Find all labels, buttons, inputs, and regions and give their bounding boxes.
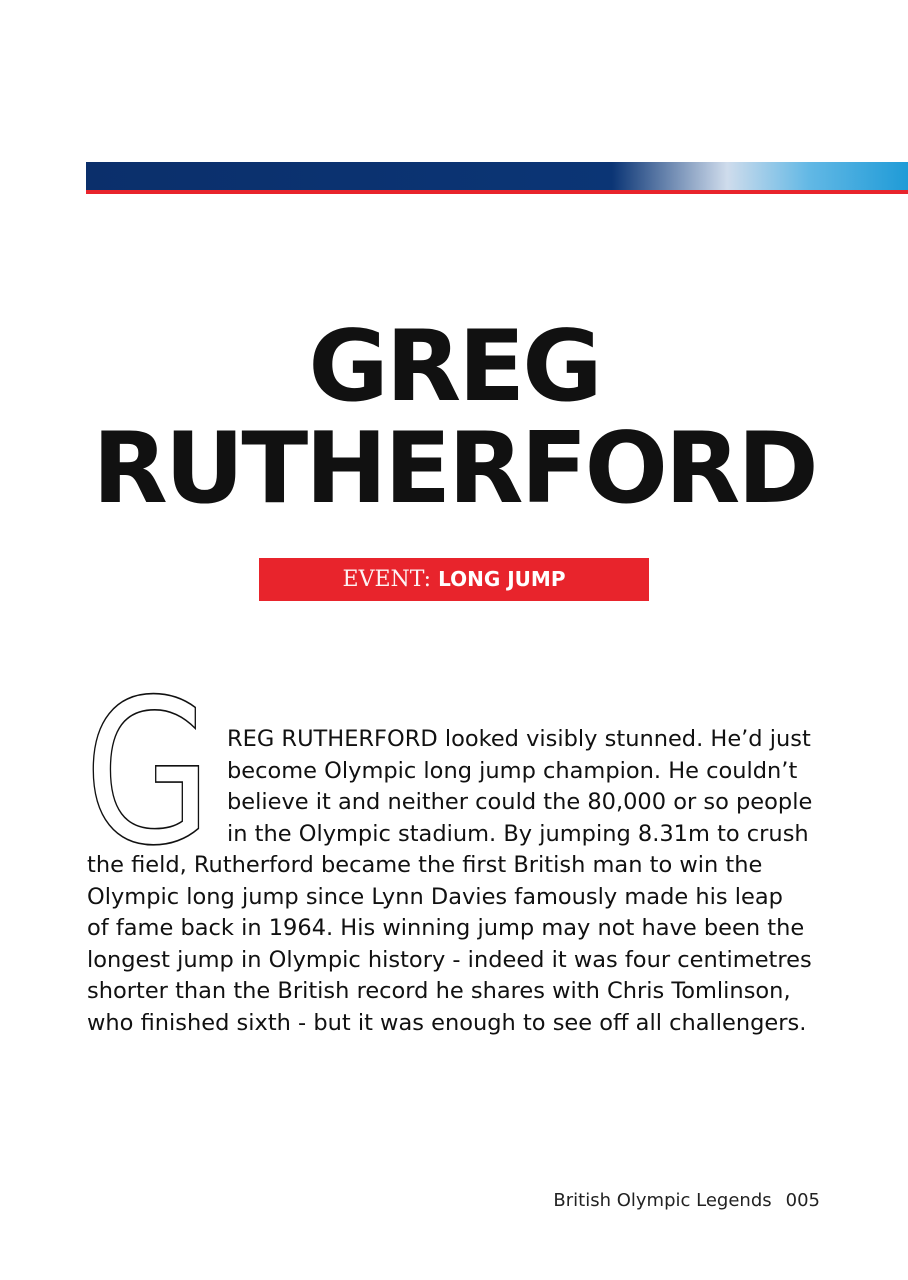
- athlete-first-name: GREG: [308, 310, 600, 424]
- article-line: longest jump in Olympic history - indeed it was four centimetres: [87, 946, 812, 973]
- event-badge: [259, 558, 649, 601]
- event-label: EVENT:: [342, 567, 432, 592]
- article-line: the field, Rutherford became the first British man to win the: [87, 852, 763, 878]
- article-line: shorter than the British record he shares with Chris Tomlinson,: [87, 978, 791, 1004]
- page-footer: [553, 1190, 820, 1211]
- header-color-banner: [86, 162, 908, 190]
- page-number: 005: [785, 1190, 820, 1211]
- header-red-rule: [86, 190, 908, 194]
- article-line: become Olympic long jump champion. He couldn’t: [227, 757, 798, 784]
- event-value: LONG JUMP: [438, 567, 566, 591]
- athlete-last-name: RUTHERFORD: [92, 412, 816, 526]
- article-body: [87, 724, 847, 1039]
- publication-title: British Olympic Legends: [553, 1190, 772, 1211]
- article-line: believe it and neither could the 80,000 or so people: [227, 789, 813, 815]
- article-line: Olympic long jump since Lynn Davies famously made his leap: [87, 883, 783, 910]
- article-line: of fame back in 1964. His winning jump may not have been the: [87, 915, 805, 941]
- dropcap-glyph: G: [84, 657, 212, 890]
- article-line: in the Olympic stadium. By jumping 8.31m to crush: [227, 820, 809, 847]
- article-line: REG RUTHERFORD looked visibly stunned. He’d just: [227, 726, 811, 752]
- article-line: who finished sixth - but it was enough to see off all challengers.: [87, 1009, 807, 1036]
